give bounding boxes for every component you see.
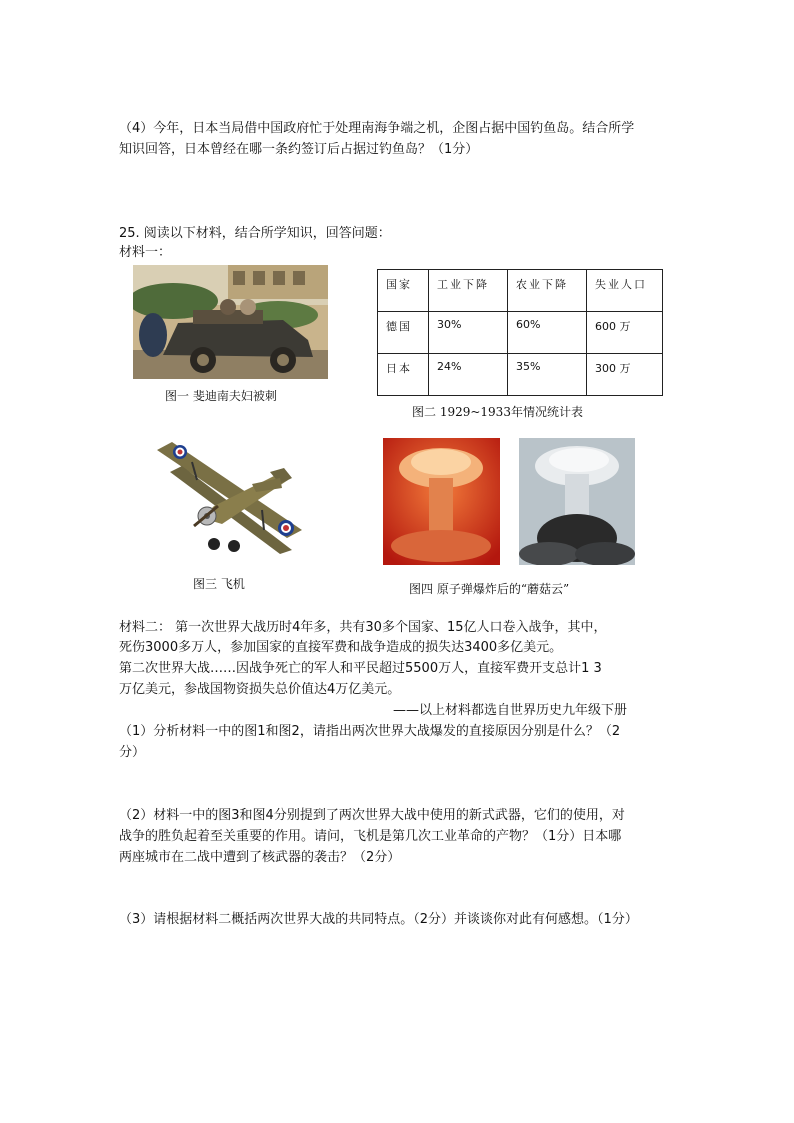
mushroom-cloud-image-gray [519, 438, 635, 565]
q24-4-line2: 知识回答，日本曾经在哪一条约签订后占据过钓鱼岛？（1分） [119, 142, 479, 157]
fig1-caption: 图一 斐迪南夫妇被刺 [165, 389, 277, 403]
material1-label: 材料一： [119, 245, 172, 260]
table-cell: 30% [429, 312, 508, 354]
sub3-line1: （3）请根据材料二概括两次世界大战的共同特点。（2分）并谈谈你对此有何感想。（1分） [119, 912, 638, 927]
material-source: ——以上材料都选自世界历史九年级下册 [393, 703, 628, 718]
fig4-caption: 图四 原子弹爆炸后的“蘑菇云” [409, 582, 570, 596]
material2-line2: 死伤3000多万人，参加国家的直接军费和战争造成的损失达3400多亿美元。 [119, 640, 563, 655]
biplane-image [152, 440, 312, 555]
material2-line4: 万亿美元，参战国物资损失总价值达4万亿美元。 [119, 682, 401, 697]
q24-4-line1: （4）今年，日本当局借中国政府忙于处理南海争端之机，企图占据中国钓鱼岛。结合所学 [119, 121, 635, 136]
table-header-country: 国家 [378, 270, 429, 312]
table-cell: 60% [508, 312, 587, 354]
table-cell: 35% [508, 354, 587, 396]
table-cell: 日本 [378, 354, 429, 396]
mushroom-cloud-image-red [383, 438, 500, 565]
table-header-agriculture: 农业下降 [508, 270, 587, 312]
material2-line3: 第二次世界大战……因战争死亡的军人和平民超过5500万人，直接军费开支总计1 3 [119, 661, 602, 676]
material2-line1: 材料二： 第一次世界大战历时4年多，共有30多个国家、15亿人口卷入战争，其中， [119, 620, 607, 635]
table-cell: 300 万 [587, 354, 663, 396]
assassination-photo [133, 265, 328, 379]
stats-table [377, 269, 663, 396]
table-cell: 600 万 [587, 312, 663, 354]
sub2-line1: （2）材料一中的图3和图4分别提到了两次世界大战中使用的新式武器，它们的使用，对 [119, 808, 625, 823]
fig3-caption: 图三 飞机 [193, 577, 245, 591]
q25-intro: 25. 阅读以下材料，结合所学知识，回答问题： [119, 226, 391, 241]
table-row [378, 312, 663, 354]
sub1-line2: 分） [119, 745, 146, 760]
sub2-line2: 战争的胜负起着至关重要的作用。请问，飞机是第几次工业革命的产物？（1分）日本哪 [119, 829, 622, 844]
table-header-unemployment: 失业人口 [587, 270, 663, 312]
sub1-line1: （1）分析材料一中的图1和图2，请指出两次世界大战爆发的直接原因分别是什么？（2 [119, 724, 621, 739]
table-row [378, 354, 663, 396]
table-header-industry: 工业下降 [429, 270, 508, 312]
fig2-caption: 图二 1929~1933年情况统计表 [412, 405, 583, 419]
table-cell: 德国 [378, 312, 429, 354]
table-cell: 24% [429, 354, 508, 396]
sub2-line3: 两座城市在二战中遭到了核武器的袭击？（2分） [119, 850, 401, 865]
